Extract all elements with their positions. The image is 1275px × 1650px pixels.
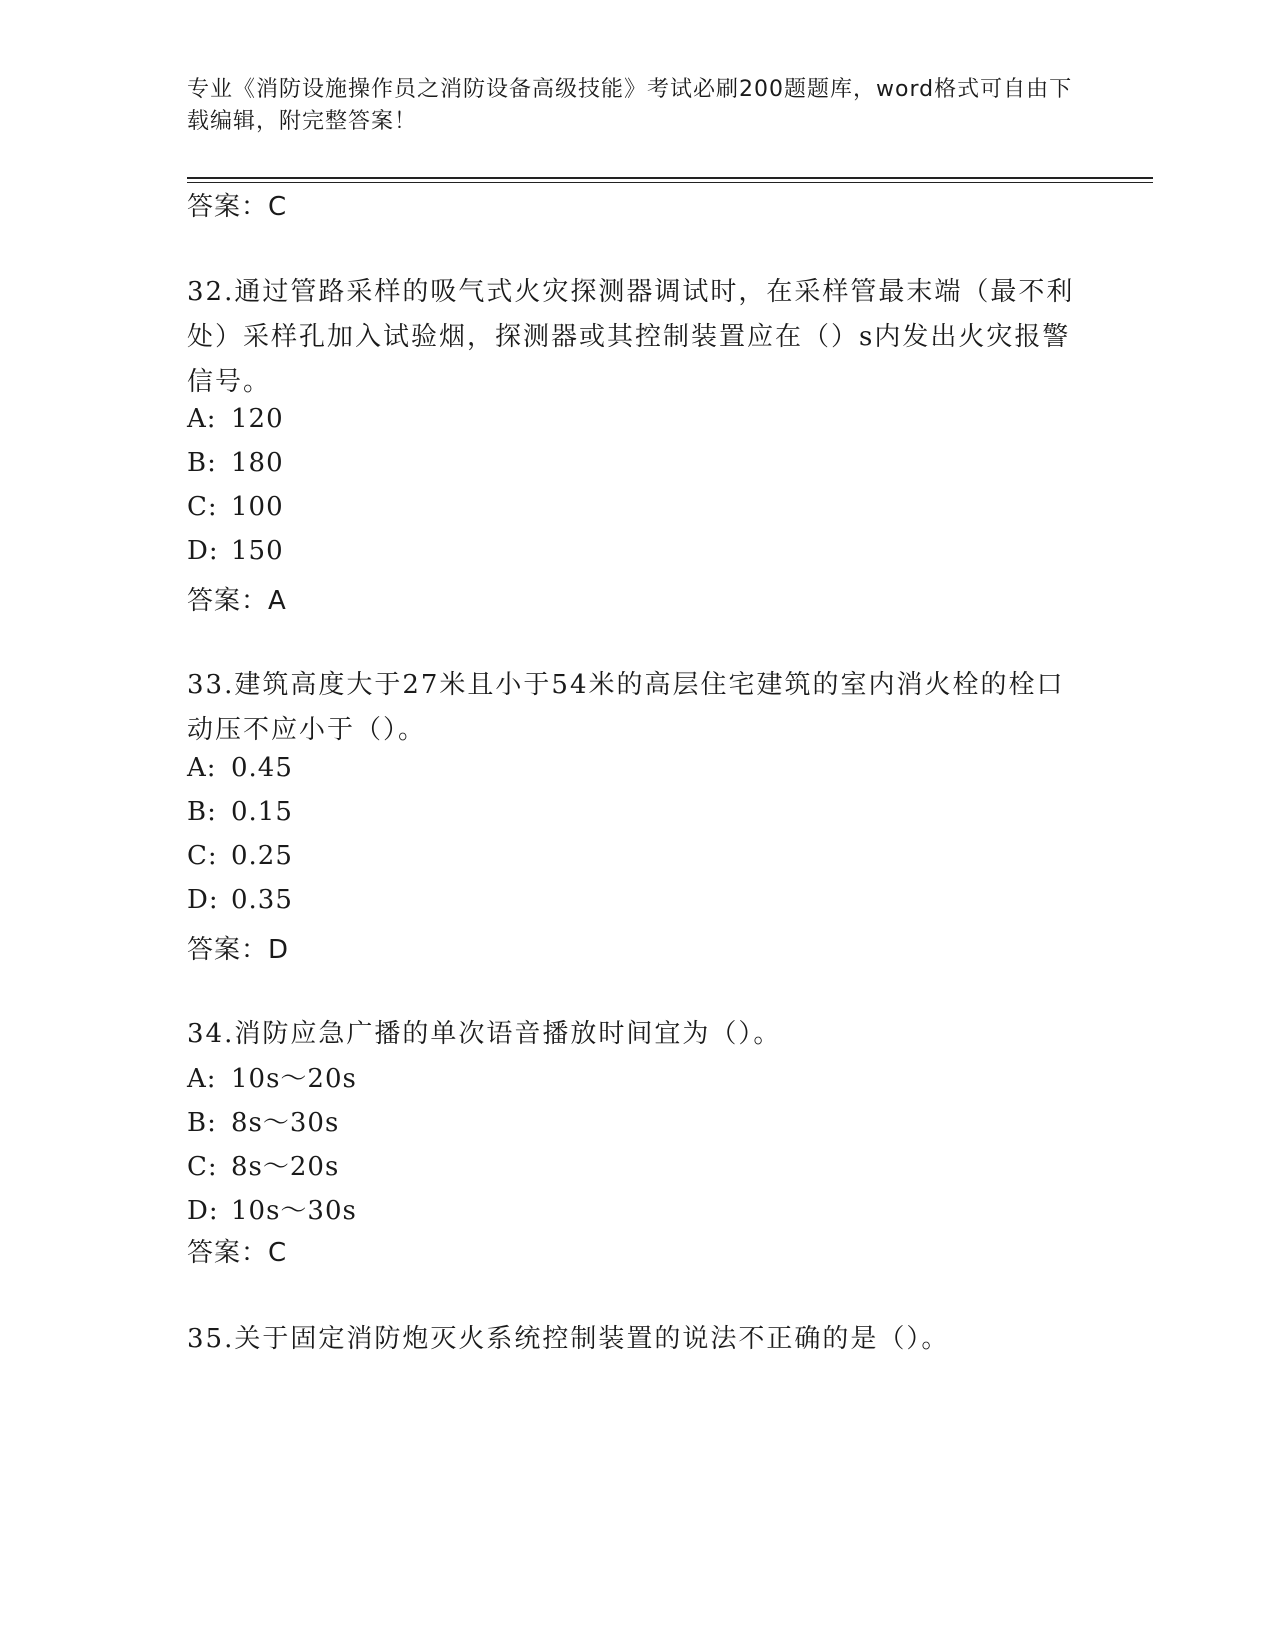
option-d	[187, 1190, 357, 1227]
option-label: D:	[187, 1196, 219, 1226]
header-divider-thin	[187, 182, 1153, 183]
option-c	[187, 1146, 339, 1183]
question-text: 35.关于固定消防炮灭火系统控制装置的说法不正确的是（）。	[187, 1324, 950, 1354]
option-label: A:	[187, 1064, 217, 1094]
option-d	[187, 536, 284, 566]
option-label: B:	[187, 1108, 217, 1138]
option-b	[187, 1102, 339, 1139]
option-label: C:	[187, 841, 218, 871]
option-value: 0.25	[231, 841, 293, 871]
option-a	[187, 753, 293, 783]
question-text: 34.消防应急广播的单次语音播放时间宜为（）。	[187, 1019, 782, 1049]
header-divider-thick	[187, 177, 1153, 179]
option-label: B:	[187, 448, 217, 478]
option-label: A:	[187, 404, 217, 434]
option-value: 100	[231, 492, 284, 522]
option-a	[187, 404, 284, 434]
option-label: A:	[187, 753, 217, 783]
option-value: 0.45	[231, 753, 293, 783]
option-value: 0.15	[231, 797, 293, 827]
question-text: 32.通过管路采样的吸气式火灾探测器调试时，在采样管最末端（最不利处）采样孔加入试验烟，探测器或其控制装置应在（）s内发出火灾报警信号。	[187, 277, 1075, 397]
option-c	[187, 841, 293, 871]
answer: 答案：C	[187, 1238, 288, 1268]
option-label: C:	[187, 492, 218, 522]
option-value: 120	[231, 404, 284, 434]
option-label: C:	[187, 1152, 218, 1182]
option-a	[187, 1058, 357, 1095]
option-d	[187, 885, 293, 915]
question-text: 33.建筑高度大于27米且小于54米的高层住宅建筑的室内消火栓的栓口动压不应小于（）。	[187, 670, 1065, 745]
previous-answer: 答案：C	[187, 192, 288, 222]
option-value: 0.35	[231, 885, 293, 915]
answer: 答案：A	[187, 586, 287, 616]
option-value: 150	[231, 536, 284, 566]
option-label: D:	[187, 536, 219, 566]
option-label: B:	[187, 797, 217, 827]
option-value: 8s～20s	[231, 1152, 340, 1182]
option-value: 10s～20s	[231, 1064, 357, 1094]
option-c	[187, 492, 284, 522]
option-label: D:	[187, 885, 219, 915]
page-header: 专业《消防设施操作员之消防设备高级技能》考试必刷200题题库，word格式可自由下载编辑，附完整答案！	[187, 77, 1073, 134]
answer: 答案：D	[187, 935, 290, 965]
option-value: 180	[231, 448, 284, 478]
option-value: 8s～30s	[231, 1108, 340, 1138]
option-b	[187, 797, 293, 827]
option-value: 10s～30s	[231, 1196, 357, 1226]
option-b	[187, 448, 284, 478]
